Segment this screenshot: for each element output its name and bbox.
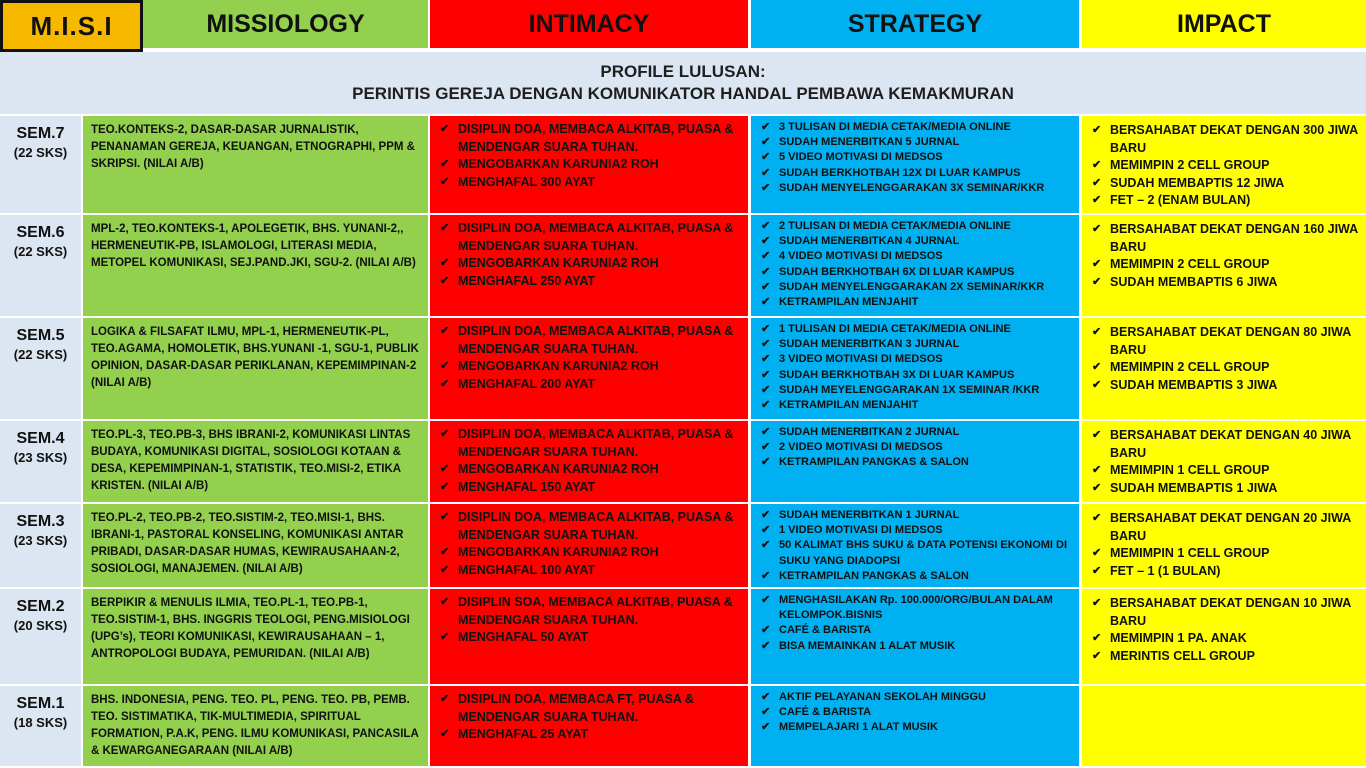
- strategy-item: ✔ KETRAMPILAN MENJAHIT: [759, 295, 1071, 310]
- semester-name: SEM.2: [16, 598, 65, 615]
- intimacy-cell: [430, 116, 748, 213]
- impact-list: [1090, 510, 1358, 580]
- intimacy-cell: [430, 589, 748, 684]
- semester-credits: (22 SKS): [13, 145, 68, 160]
- impact-item: ✔ MEMIMPIN 1 PA. ANAK: [1090, 630, 1358, 648]
- impact-header: IMPACT: [1082, 0, 1366, 48]
- strategy-list: [759, 593, 1071, 654]
- strategy-list: [759, 425, 1071, 471]
- strategy-list: [759, 120, 1071, 196]
- intimacy-item: ✔ DISIPLIN DOA, MEMBACA ALKITAB, PUASA & MENDENGAR SUARA TUHAN.: [438, 426, 740, 461]
- intimacy-item: ✔ DISIPLIN SOA, MEMBACA ALKITAB, PUASA & MENDENGAR SUARA TUHAN.: [438, 594, 740, 629]
- strategy-item: ✔ SUDAH BERKHOTBAH 12X DI LUAR KAMPUS: [759, 166, 1071, 181]
- strategy-header: STRATEGY: [751, 0, 1079, 48]
- intimacy-item: ✔ DISIPLIN DOA, MEMBACA ALKITAB, PUASA & MENDENGAR SUARA TUHAN.: [438, 220, 740, 255]
- impact-cell: [1082, 504, 1366, 587]
- impact-cell: [1082, 686, 1366, 766]
- impact-cell: [1082, 215, 1366, 316]
- intimacy-item: ✔ DISIPLIN DOA, MEMBACA FT, PUASA & MENDENGAR SUARA TUHAN.: [438, 691, 740, 726]
- strategy-item: ✔ KETRAMPILAN PANGKAS & SALON: [759, 455, 1071, 470]
- strategy-list: [759, 322, 1071, 413]
- strategy-item: ✔ 2 TULISAN DI MEDIA CETAK/MEDIA ONLINE: [759, 219, 1071, 234]
- intimacy-item: ✔ MENGHAFAL 200 AYAT: [438, 376, 740, 394]
- strategy-cell: [751, 504, 1079, 587]
- semester-name: SEM.6: [16, 224, 65, 241]
- intimacy-item: ✔ MENGOBARKAN KARUNIA2 ROH: [438, 544, 740, 562]
- intimacy-list: [438, 323, 740, 393]
- semester-name: SEM.4: [16, 430, 65, 447]
- intimacy-header: INTIMACY: [430, 0, 748, 48]
- semester-credits: (22 SKS): [13, 244, 68, 259]
- semester-label: [0, 116, 81, 213]
- semester-label: [0, 686, 81, 766]
- strategy-item: ✔ 3 VIDEO MOTIVASI DI MEDSOS: [759, 352, 1071, 367]
- semester-label: [0, 215, 81, 316]
- strategy-list: [759, 690, 1071, 736]
- strategy-item: ✔ 5 VIDEO MOTIVASI DI MEDSOS: [759, 150, 1071, 165]
- strategy-cell: [751, 215, 1079, 316]
- intimacy-cell: [430, 421, 748, 502]
- impact-list: [1090, 595, 1358, 665]
- semester-label: [0, 421, 81, 502]
- impact-item: ✔ MEMIMPIN 1 CELL GROUP: [1090, 545, 1358, 563]
- intimacy-item: ✔ MENGHAFAL 300 AYAT: [438, 174, 740, 192]
- intimacy-item: ✔ MENGHAFAL 250 AYAT: [438, 273, 740, 291]
- intimacy-item: ✔ MENGHAFAL 25 AYAT: [438, 726, 740, 744]
- strategy-item: ✔ 3 TULISAN DI MEDIA CETAK/MEDIA ONLINE: [759, 120, 1071, 135]
- intimacy-item: ✔ MENGHAFAL 50 AYAT: [438, 629, 740, 647]
- strategy-item: ✔ 1 TULISAN DI MEDIA CETAK/MEDIA ONLINE: [759, 322, 1071, 337]
- intimacy-item: ✔ MENGOBARKAN KARUNIA2 ROH: [438, 461, 740, 479]
- intimacy-list: [438, 509, 740, 579]
- semester-label: [0, 504, 81, 587]
- strategy-item: ✔ 50 KALIMAT BHS SUKU & DATA POTENSI EKONOMI DI SUKU YANG DIADOPSI: [759, 538, 1071, 568]
- missiology-courses: MPL-2, TEO.KONTEKS-1, APOLEGETIK, BHS. YUNANI-2,, HERMENEUTIK-PB, ISLAMOLOGI, LITERASI MEDIA, METOPEL KOMUNIKASI, SEJ.PAND.JKI, SGU-2. (NILAI A/B): [83, 215, 428, 316]
- impact-item: ✔ SUDAH MEMBAPTIS 1 JIWA: [1090, 480, 1358, 498]
- intimacy-item: ✔ MENGOBARKAN KARUNIA2 ROH: [438, 255, 740, 273]
- misi-title: M.I.S.I: [0, 0, 143, 52]
- semester-label: [0, 589, 81, 684]
- strategy-item: ✔ MENGHASILAKAN Rp. 100.000/ORG/BULAN DALAM KELOMPOK.BISNIS: [759, 593, 1071, 623]
- intimacy-item: ✔ MENGHAFAL 100 AYAT: [438, 562, 740, 580]
- impact-list: [1090, 221, 1358, 291]
- strategy-item: ✔ KETRAMPILAN MENJAHIT: [759, 398, 1071, 413]
- strategy-item: ✔ CAFÉ & BARISTA: [759, 705, 1071, 720]
- semester-credits: (23 SKS): [13, 533, 68, 548]
- strategy-list: [759, 508, 1071, 584]
- impact-item: ✔ MEMIMPIN 2 CELL GROUP: [1090, 256, 1358, 274]
- intimacy-list: [438, 121, 740, 191]
- impact-item: ✔ MEMIMPIN 1 CELL GROUP: [1090, 462, 1358, 480]
- strategy-item: ✔ SUDAH MEYELENGGARAKAN 1X SEMINAR /KKR: [759, 383, 1071, 398]
- semester-name: SEM.1: [16, 695, 65, 712]
- strategy-item: ✔ SUDAH MENERBITKAN 3 JURNAL: [759, 337, 1071, 352]
- profile-title: PROFILE LULUSAN:: [600, 62, 766, 81]
- missiology-courses: LOGIKA & FILSAFAT ILMU, MPL-1, HERMENEUTIK-PL, TEO.AGAMA, HOMOLETIK, BHS.YUNANI -1, SGU-1, PUBLIK OPINION, DASAR-DASAR PERIKLANAN, KEPEMIMPINAN-2 (NILAI A/B): [83, 318, 428, 419]
- strategy-item: ✔ 1 VIDEO MOTIVASI DI MEDSOS: [759, 523, 1071, 538]
- intimacy-cell: [430, 215, 748, 316]
- semester-credits: (18 SKS): [13, 715, 68, 730]
- impact-cell: [1082, 116, 1366, 213]
- intimacy-item: ✔ MENGHAFAL 150 AYAT: [438, 479, 740, 497]
- strategy-item: ✔ 2 VIDEO MOTIVASI DI MEDSOS: [759, 440, 1071, 455]
- missiology-courses: TEO.PL-2, TEO.PB-2, TEO.SISTIM-2, TEO.MISI-1, BHS. IBRANI-1, PASTORAL KONSELING, KOMUNIKASI ANTAR PRIBADI, DASAR-DASAR HUMAS, KEWIRAUSAHAAN-2, SOSIOLOGI, MANAJEMEN. (NILAI A/B): [83, 504, 428, 587]
- impact-item: ✔ BERSAHABAT DEKAT DENGAN 80 JIWA BARU: [1090, 324, 1358, 359]
- strategy-item: ✔ SUDAH MENERBITKAN 2 JURNAL: [759, 425, 1071, 440]
- intimacy-cell: [430, 686, 748, 766]
- strategy-item: ✔ SUDAH BERKHOTBAH 3X DI LUAR KAMPUS: [759, 368, 1071, 383]
- impact-item: ✔ BERSAHABAT DEKAT DENGAN 160 JIWA BARU: [1090, 221, 1358, 256]
- semester-label: [0, 318, 81, 419]
- intimacy-cell: [430, 504, 748, 587]
- strategy-cell: [751, 318, 1079, 419]
- intimacy-item: ✔ DISIPLIN DOA, MEMBACA ALKITAB, PUASA & MENDENGAR SUARA TUHAN.: [438, 121, 740, 156]
- missiology-courses: BHS. INDONESIA, PENG. TEO. PL, PENG. TEO. PB, PEMB. TEO. SISTIMATIKA, TIK-MULTIMEDIA, SPIRITUAL FORMATION, P.A.K, PENG. ILMU KOMUNIKASI, PANCASILA & KEWARGANEGARAAN (NILAI A/B): [83, 686, 428, 766]
- semester-name: SEM.7: [16, 125, 65, 142]
- strategy-item: ✔ KETRAMPILAN PANGKAS & SALON: [759, 569, 1071, 584]
- impact-item: ✔ BERSAHABAT DEKAT DENGAN 300 JIWA BARU: [1090, 122, 1358, 157]
- impact-item: ✔ BERSAHABAT DEKAT DENGAN 40 JIWA BARU: [1090, 427, 1358, 462]
- strategy-item: ✔ MEMPELAJARI 1 ALAT MUSIK: [759, 720, 1071, 735]
- impact-item: ✔ SUDAH MEMBAPTIS 12 JIWA: [1090, 175, 1358, 193]
- impact-item: ✔ SUDAH MEMBAPTIS 6 JIWA: [1090, 274, 1358, 292]
- strategy-list: [759, 219, 1071, 310]
- intimacy-item: ✔ MENGOBARKAN KARUNIA2 ROH: [438, 358, 740, 376]
- impact-item: ✔ MERINTIS CELL GROUP: [1090, 648, 1358, 666]
- strategy-cell: [751, 116, 1079, 213]
- missiology-header: MISSIOLOGY: [143, 0, 428, 48]
- strategy-item: ✔ BISA MEMAINKAN 1 ALAT MUSIK: [759, 639, 1071, 654]
- strategy-item: ✔ SUDAH MENYELENGGARAKAN 3X SEMINAR/KKR: [759, 181, 1071, 196]
- impact-item: ✔ BERSAHABAT DEKAT DENGAN 10 JIWA BARU: [1090, 595, 1358, 630]
- strategy-cell: [751, 589, 1079, 684]
- strategy-item: ✔ SUDAH MENERBITKAN 5 JURNAL: [759, 135, 1071, 150]
- strategy-item: ✔ CAFÉ & BARISTA: [759, 623, 1071, 638]
- semester-credits: (22 SKS): [13, 347, 68, 362]
- impact-cell: [1082, 589, 1366, 684]
- strategy-item: ✔ SUDAH MENERBITKAN 1 JURNAL: [759, 508, 1071, 523]
- intimacy-cell: [430, 318, 748, 419]
- impact-list: [1090, 324, 1358, 394]
- impact-item: ✔ MEMIMPIN 2 CELL GROUP: [1090, 359, 1358, 377]
- strategy-cell: [751, 421, 1079, 502]
- impact-item: ✔ BERSAHABAT DEKAT DENGAN 20 JIWA BARU: [1090, 510, 1358, 545]
- missiology-courses: TEO.KONTEKS-2, DASAR-DASAR JURNALISTIK, PENANAMAN GEREJA, KEUANGAN, ETNOGRAPHI, PPM & SKRIPSI. (NILAI A/B): [83, 116, 428, 213]
- strategy-item: ✔ AKTIF PELAYANAN SEKOLAH MINGGU: [759, 690, 1071, 705]
- semester-credits: (23 SKS): [13, 450, 68, 465]
- strategy-cell: [751, 686, 1079, 766]
- intimacy-list: [438, 691, 740, 744]
- impact-list: [1090, 427, 1358, 497]
- impact-item: ✔ FET – 1 (1 BULAN): [1090, 563, 1358, 581]
- intimacy-list: [438, 594, 740, 647]
- strategy-item: ✔ SUDAH MENERBITKAN 4 JURNAL: [759, 234, 1071, 249]
- impact-cell: [1082, 318, 1366, 419]
- impact-item: ✔ SUDAH MEMBAPTIS 3 JIWA: [1090, 377, 1358, 395]
- missiology-courses: TEO.PL-3, TEO.PB-3, BHS IBRANI-2, KOMUNIKASI LINTAS BUDAYA, KOMUNIKASI DIGITAL, SOSIOLOGI KOTAAN & DESA, KEPEMIMPINAN-1, STATISTIK, TEO.MISI-2, ETIKA KRISTEN. (NILAI A/B): [83, 421, 428, 502]
- profile-subtitle: PERINTIS GEREJA DENGAN KOMUNIKATOR HANDAL PEMBAWA KEMAKMURAN: [352, 84, 1014, 103]
- intimacy-item: ✔ MENGOBARKAN KARUNIA2 ROH: [438, 156, 740, 174]
- impact-item: ✔ FET – 2 (ENAM BULAN): [1090, 192, 1358, 210]
- profile-band: [0, 52, 1366, 114]
- impact-cell: [1082, 421, 1366, 502]
- intimacy-item: ✔ DISIPLIN DOA, MEMBACA ALKITAB, PUASA & MENDENGAR SUARA TUHAN.: [438, 509, 740, 544]
- strategy-item: ✔ SUDAH BERKHOTBAH 6X DI LUAR KAMPUS: [759, 265, 1071, 280]
- semester-name: SEM.5: [16, 327, 65, 344]
- missiology-courses: BERPIKIR & MENULIS ILMIA, TEO.PL-1, TEO.PB-1, TEO.SISTIM-1, BHS. INGGRIS TEOLOGI, PENG.MISIOLOGI (UPG’s), TEORI KOMUNIKASI, KEWIRAUSAHAAN – 1, ANTROPOLOGI BUDAYA, PEMURIDAN. (NILAI A/B): [83, 589, 428, 684]
- impact-list: [1090, 122, 1358, 210]
- strategy-item: ✔ 4 VIDEO MOTIVASI DI MEDSOS: [759, 249, 1071, 264]
- intimacy-item: ✔ DISIPLIN DOA, MEMBACA ALKITAB, PUASA & MENDENGAR SUARA TUHAN.: [438, 323, 740, 358]
- intimacy-list: [438, 220, 740, 290]
- impact-item: ✔ MEMIMPIN 2 CELL GROUP: [1090, 157, 1358, 175]
- semester-name: SEM.3: [16, 513, 65, 530]
- semester-credits: (20 SKS): [13, 618, 68, 633]
- strategy-item: ✔ SUDAH MENYELENGGARAKAN 2X SEMINAR/KKR: [759, 280, 1071, 295]
- intimacy-list: [438, 426, 740, 496]
